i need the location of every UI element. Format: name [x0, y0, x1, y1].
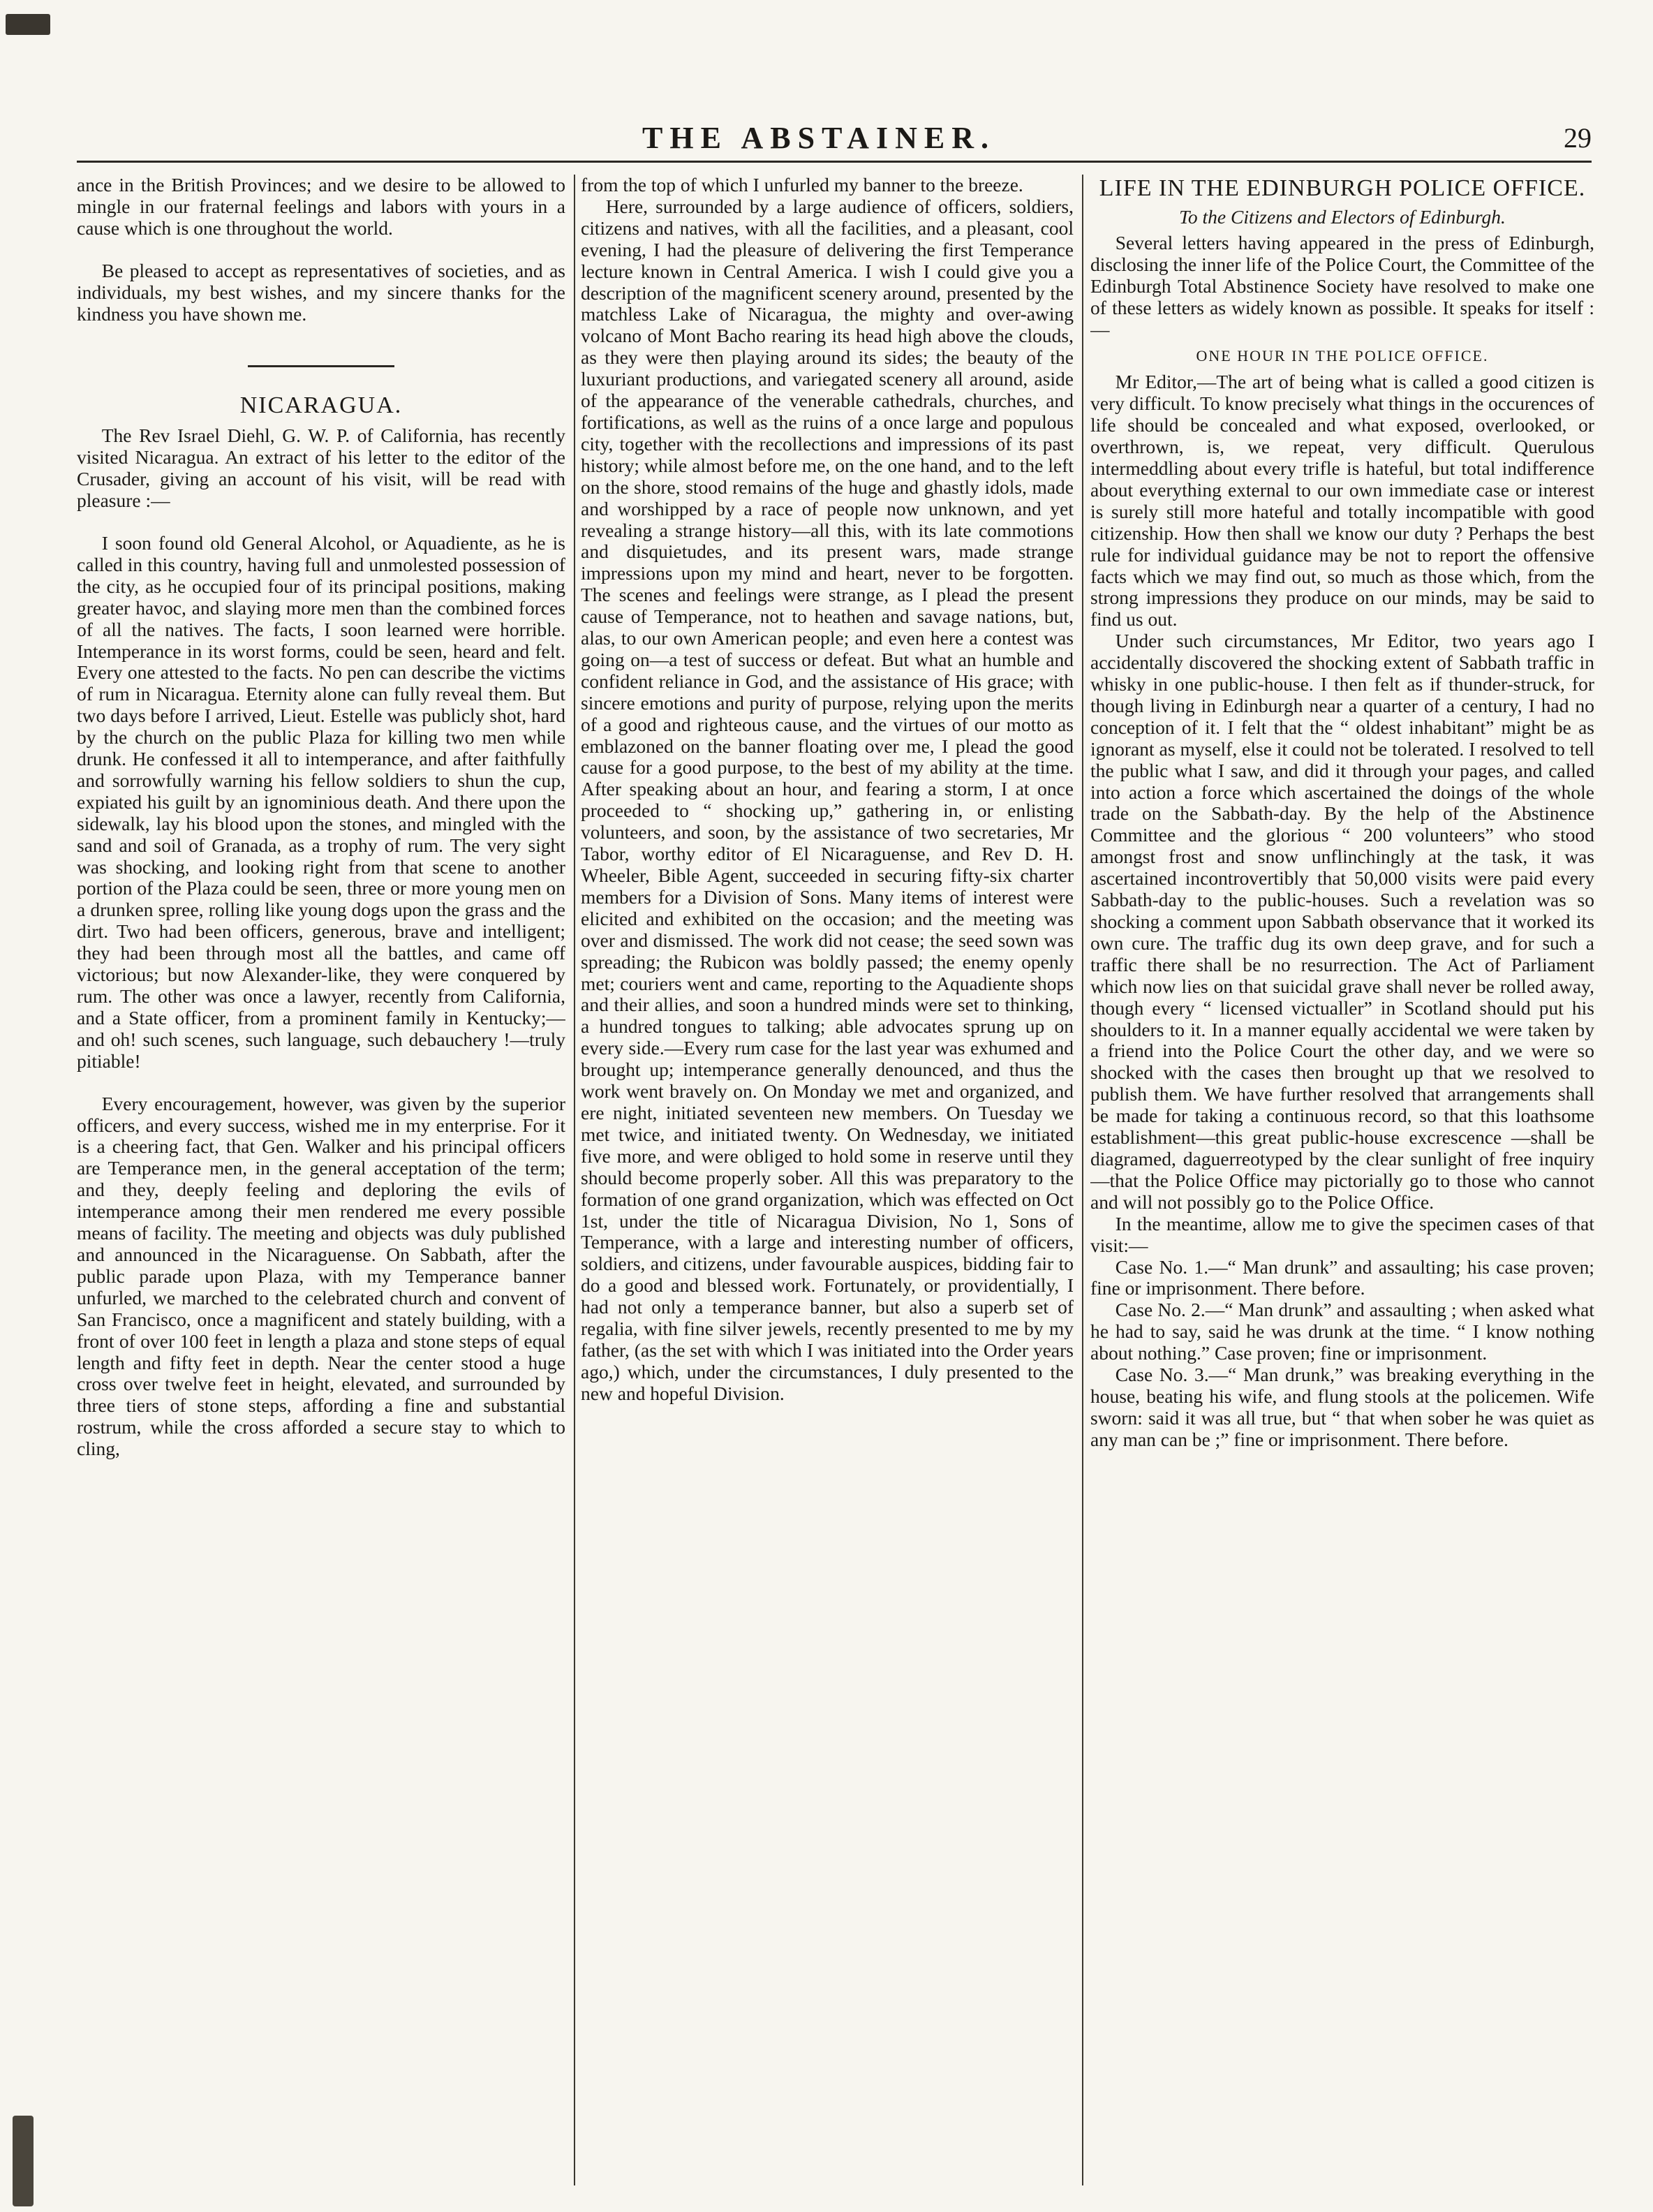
binding-edge-mark	[13, 2116, 34, 2206]
case-paragraph: Case No. 3.—“ Man drunk,” was breaking everything in the house, beating his wife, and flung stools at the policemen. Wife sworn: said it was all true, but “ that when sober he was quiet as any man can be ;” fine or imprisonment. There before.	[1090, 1364, 1594, 1450]
ink-blot-mark	[6, 14, 50, 35]
article-heading-police-office: LIFE IN THE EDINBURGH POLICE OFFICE.	[1099, 175, 1586, 201]
column-rule-1	[574, 175, 575, 2185]
article-subheading: To the Citizens and Electors of Edinburgh.	[1179, 206, 1506, 228]
article-paragraph: I soon found old General Alcohol, or Aquadiente, as he is called in this country, having full and unmolested possession of the city, as he occupied four of its principal positions, making greater havoc, and slaying more men than the combined forces of all the natives. The facts, I soon learned were horrible. Intemperance in its worst forms, could be seen, heard and felt. Every one attested to the facts. No pen can describe the victims of rum in Nicaragua. Eternity alone can fully reveal them. But two days before I arrived, Lieut. Estelle was publicly shot, hard by the church on the public Plaza for killing two men while drunk. He confessed it all to intemperance, and after faithfully and sorrowfully warning his fellow soldiers to shun the cup, expiated his guilt by an ignominious death. And there upon the sidewalk, lay his blood upon the stones, and mingled with the sand and soil of Granada, as a trophy of rum. The very sight was shocking, and looking right from that scene to another portion of the Plaza could be seen, three or more young men on a drunken spree, rolling like young dogs upon the grass and the dirt. Two had been officers, generous, brave and intelligent; they had been through most all the battles, and came off victorious; but now Alexander-like, they were conquered by rum. The other was once a lawyer, recently from California, and a State officer, from a prominent family in Kentucky;—and oh! such scenes, such language, such debauchery !—truly pitiable!	[77, 531, 565, 1072]
column-2	[581, 175, 1074, 2185]
periodical-title: THE ABSTAINER.	[642, 121, 995, 155]
column-3	[1090, 175, 1594, 2185]
column-rule-2	[1082, 175, 1083, 2185]
article-paragraph: The Rev Israel Diehl, G. W. P. of California, has recently visited Nicaragua. An extract of his letter to the editor of the Crusader, giving an account of his visit, will be read with pleasure :—	[77, 425, 565, 512]
article-paragraph: Here, surrounded by a large audience of officers, soldiers, citizens and natives, with all the facilities, and a pleasant, cool evening, I had the pleasure of delivering the first Temperance lecture known in Central America. I wish I could give you a description of the magnificent scenery around, presented by the matchless Lake of Nicaragua, the mighty and over-awing volcano of Mont Bacho rearing its head high above the clouds, as they were then playing around its sides; the beauty of the luxuriant productions, and variegated scenery all around, aside of the appearance of the venerable cathedrals, churches, and fortifications, as well as the ruins of a once large and populous city, together with the recollections and impressions of its past history; while almost before me, on the one hand, and to the left on the shore, stood remains of the huge and ghastly idols, made and worshipped by a race of people now unknown, and yet revealing a strange history—all this, with its late commotions and disquietudes, and its present wars, made strange impressions upon my mind and heart, never to be forgotten. The scenes and feelings were strange, as I plead the present cause of Temperance, not to heathen and savage nations, but, alas, to our own American people; and even here a contest was going on—a test of success or defeat. But what an humble and confident reliance in God, and the assistance of His grace; with sincere emotions and purity of purpose, relying upon the merits of a good and righteous cause, and the virtues of our motto as emblazoned on the banner floating over me, I plead the good cause for a good purpose, to the best of my ability at the time. After speaking about an hour, and fearing a storm, I at once proceeded to “ shocking up,” gathering in, or enlisting volunteers, and soon, by the assistance of two secretaries, Mr Tabor, worthy editor of El Nicaraguense, and Rev D. H. Wheeler, Bible Agent, succeeded in securing fifty-six charter members for a Division of Sons. Many items of interest were elicited and exhibited on the occasion; and the meeting was over and dismissed. The work did not cease; the seed sown was spreading; the Rubicon was boldly passed; the enemy openly met; couriers went and came, reporting to the Aquadiente shops and their allies, and soon a hundred minds were set to thinking, a hundred tongues to talking; able advocates sprung up on every side.—Every rum case for the last year was exhumed and brought up; intemperance generally denounced, and thus the work went bravely on. On Monday we met and organized, and ere night, initiated seventeen new members. On Tuesday we met twice, and initiated twenty. On Wednesday, we initiated five more, and were obliged to hold some in reserve until they should become properly sober. All this was preparatory to the formation of one grand organization, which was effected on Oct 1st, under the title of Nicaragua Division, No 1, Sons of Temperance, with a large and interesting number of officers, soldiers, and citizens, under favourable auspices, bidding fair to do a good and blessed work. Fortunately, or providentially, I had not only a temperance banner, but also a superb set of regalia, with fine silver jewels, recently presented to me by my father, (as the set with which I was initiated into the Order years ago,) which, under the circumstances, I duly presented to the new and hopeful Division.	[581, 195, 1074, 1404]
article-paragraph: Be pleased to accept as representatives of societies, and as individuals, my best wishes, and my sincere thanks for the kindness you have shown me.	[77, 259, 565, 325]
article-paragraph: Several letters having appeared in the press of Edinburgh, disclosing the inner life of the Police Court, the Committee of the Edinburgh Total Abstinence Society have resolved to make one of these letters as widely known as possible. It speaks for itself :—	[1090, 231, 1594, 340]
letter-heading: ONE HOUR IN THE POLICE OFFICE.	[1196, 347, 1489, 365]
article-paragraph: Mr Editor,—The art of being what is called a good citizen is very difficult. To know precisely what things in the occurences of life should be concealed and what exposed, overlooked, or overthrown, is, we repeat, very difficult. Querulous intermeddling about every trifle is hateful, but total indifference about everything external to our own immediate case or interest is surely still more hateful and totally incompatible with good citizenship. How then shall we know our duty ? Perhaps the best rule for individual guidance may be not to report the offensive facts which we may find out, so much as those which, from the strong impressions they produce on our minds, may be said to find us out.	[1090, 371, 1594, 631]
case-paragraph: Case No. 2.—“ Man drunk” and assaulting ; when asked what he had to say, said he was drunk at the time. “ I know nothing about nothing.” Case proven; fine or imprisonment.	[1090, 1299, 1594, 1364]
page-number: 29	[1564, 122, 1592, 154]
article-heading-nicaragua: NICARAGUA.	[239, 392, 403, 419]
article-paragraph: Under such circumstances, Mr Editor, two years ago I accidentally discovered the shocking extent of Sabbath traffic in whisky in one public-house. I then felt as if thunder-struck, for though living in Edinburgh near a quarter of a century, I had no conception of it. I felt that the “ oldest inhabitant” might be as ignorant as myself, else it could not be tolerated. I resolved to tell the public what I saw, and did it through your pages, and called into action a force which ascertained the doings of the whole trade on the Sabbath-day. By the help of the Abstinence Committee and the glorious “ 200 volunteers” who stood amongst frost and snow unflinchingly at the task, it was ascertained incontrovertibly that 50,000 visits were paid every Sabbath-day to the public-houses. Such a revelation was so shocking a comment upon Sabbath observance that it worked its own cure. The traffic dug its own deep grave, and for such a traffic there shall be no resurrection. The Act of Parliament which now lies on that suicidal grave shall never be rolled away, though every “ licensed victualler” in Scotland should put his shoulders to it. In a manner equally accidental we were taken by a friend into the Police Court the other day, and we were so shocked with the cases then brought up that we resolved to publish them. We have further resolved that arrangements shall be made for taking a continuous record, so that this loathsome establishment—this great public-house excrescence —shall be diagramed, daguerreotyped by the clear sunlight of free inquiry—that the Police Office may pictorially go to those who cannot and will not possibly go to the Police Office.	[1090, 630, 1594, 1213]
article-paragraph: from the top of which I unfurled my banner to the breeze.	[581, 175, 1023, 196]
article-paragraph: Every encouragement, however, was given by the superior officers, and every success, wished me in my enterprise. For it is a cheering fact, that Gen. Walker and his principal officers are Temperance men, in the general acceptation of the term; and they, deeply feeling and deploring the evils of intemperance among their men rendered me every possible means of facility. The meeting and objects was duly published and announced in the Nicaraguense. On Sabbath, after the public parade upon Plaza, with my Temperance banner unfurled, we marched to the celebrated church and convent of San Francisco, once a magnificent and stately building, with a front of over 100 feet in length a plaza and stone steps of equal length and fifty feet in depth. Near the center stood a huge cross over twelve feet in height, elevated, and surrounded by three tiers of stone steps, affording a fine and substantial rostrum, while the cross afforded a secure stay to which to cling,	[77, 1092, 565, 1460]
case-paragraph: Case No. 1.—“ Man drunk” and assaulting; his case proven; fine or imprisonment. There before.	[1090, 1255, 1594, 1299]
article-paragraph: ance in the British Provinces; and we desire to be allowed to mingle in our fraternal feelings and labors with yours in a cause which is one throughout the world.	[77, 175, 565, 239]
section-divider	[248, 365, 394, 367]
page-header	[77, 120, 1592, 163]
column-1	[77, 175, 565, 2185]
article-paragraph: In the meantime, allow me to give the specimen cases of that visit:—	[1090, 1212, 1594, 1256]
